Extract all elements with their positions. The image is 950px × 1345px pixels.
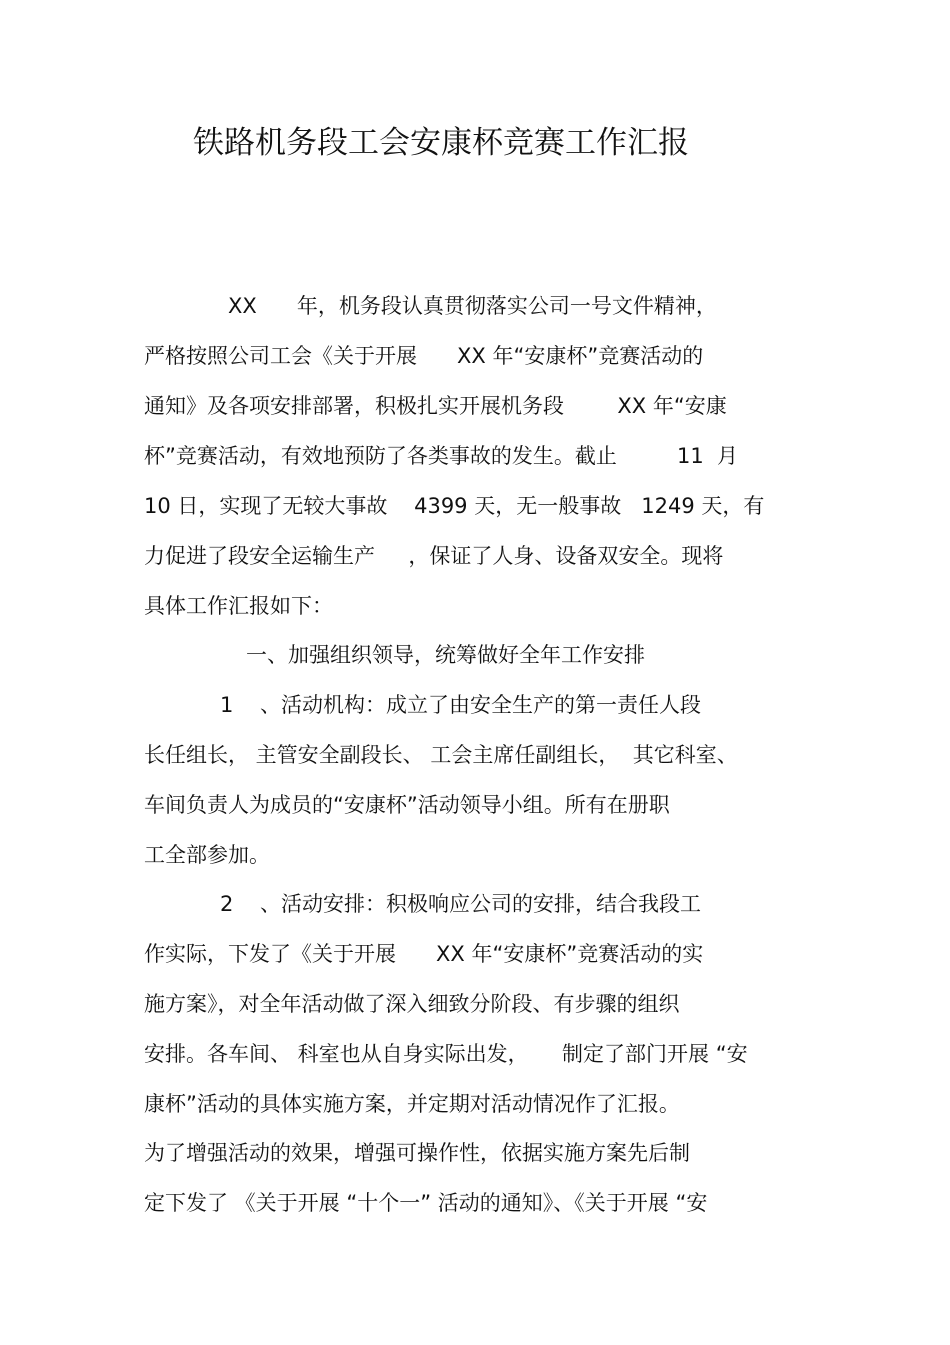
body-line: XX 年，机务段认真贯彻落实公司一号文件精神， <box>228 294 717 318</box>
body-line: 通知》及各项安排部署，积极扎实开展机务段 XX 年“安康 <box>144 394 727 418</box>
body-line: 长任组长， 主管安全副段长、 工会主席任副组长， 其它科室、 <box>144 743 738 767</box>
body-line: 具体工作汇报如下： <box>144 594 333 618</box>
section-heading: 一、加强组织领导，统筹做好全年工作安排 <box>246 643 645 667</box>
body-line: 杯”竞赛活动，有效地预防了各类事故的发生。截止 11 月 <box>144 444 739 468</box>
body-line: 为了增强活动的效果，增强可操作性，依据实施方案先后制 <box>144 1141 690 1165</box>
body-line: 安排。各车间、 科室也从自身实际出发， 制定了部门开展 “安 <box>144 1042 748 1066</box>
document-title: 铁路机务段工会安康杯竞赛工作汇报 <box>193 125 689 161</box>
body-line: 康杯”活动的具体实施方案，并定期对活动情况作了汇报。 <box>144 1092 680 1116</box>
body-line: 力促进了段安全运输生产 ，保证了人身、设备双安全。现将 <box>144 544 724 568</box>
body-line: 车间负责人为成员的“安康杯”活动领导小组。所有在册职 <box>144 793 670 817</box>
body-line: 严格按照公司工会《关于开展 XX 年“安康杯”竞赛活动的 <box>144 344 704 368</box>
body-line: 工全部参加。 <box>144 843 270 867</box>
body-line: 2 、活动安排：积极响应公司的安排，结合我段工 <box>220 892 702 916</box>
body-line: 定下发了 《关于开展 “十个一” 活动的通知》、《关于开展 “安 <box>144 1191 708 1215</box>
body-line: 10 日，实现了无较大事故 4399 天，无一般事故 1249 天，有 <box>144 494 765 518</box>
body-line: 施方案》，对全年活动做了深入细致分阶段、有步骤的组织 <box>144 992 680 1016</box>
body-line: 1 、活动机构：成立了由安全生产的第一责任人段 <box>220 693 702 717</box>
body-line: 作实际，下发了《关于开展 XX 年“安康杯”竞赛活动的实 <box>144 942 704 966</box>
